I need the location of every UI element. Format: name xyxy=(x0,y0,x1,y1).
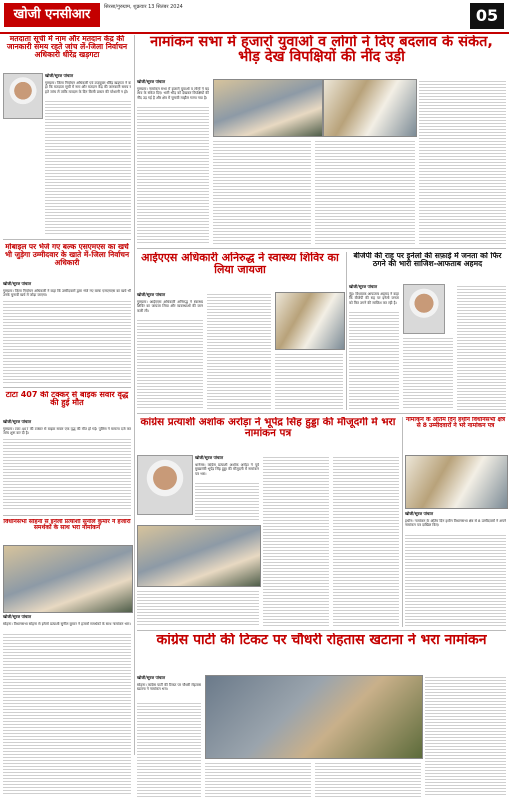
newspaper-logo: खोजी एनसीआर xyxy=(4,3,100,27)
article-body-col2 xyxy=(205,761,311,797)
byline: खोजी/सूरज पांचाल xyxy=(3,281,32,286)
date-line: सिरसा/गुरुग्राम, शुक्रवार 13 सितंबर 2024 xyxy=(104,4,183,10)
photo-aftab-ahmed xyxy=(403,284,445,334)
article-body-col4 xyxy=(419,79,506,245)
photo-khatana-nomination xyxy=(205,675,423,759)
article-tata-accident xyxy=(3,391,131,511)
byline: खोजी/सूरज पांचाल xyxy=(45,73,74,78)
byline: खोजी/सूरज पांचाल xyxy=(3,419,32,424)
article-body: गुरुग्राम। आईएएस अधिकारी अनिरुद्ध ने स्वास्थ्य शिविर का जायजा लिया और व्यवस्थाओं की जानकारी ली। xyxy=(137,300,203,410)
article-inld-sohna xyxy=(3,519,131,795)
headline: कांग्रेस पार्टी की टिकट पर चौधरी रोहतास खटाना ने भरा नामांकन xyxy=(156,633,487,648)
byline: खोजी/सूरज पांचाल xyxy=(349,284,378,289)
headline: मतदाता सूची में नाम और मतदान केंद्र की जानकारी समय रहते जांच लें-जिला निर्वाचन अधिकारी धीरेंद्र खड़गटा xyxy=(6,35,128,59)
article-body-col4 xyxy=(137,589,259,627)
byline: खोजी/सूरज पांचाल xyxy=(3,614,32,619)
photo-nomination-crowd xyxy=(3,545,133,613)
byline: खोजी/सूरज पांचाल xyxy=(137,292,166,297)
column-divider xyxy=(134,35,135,755)
headline: कांग्रेस प्रत्याशी अशोक अरोड़ा ने भूपेंद्र सिंह हुड्डा की मौजूदगी में भरा नामांकन पत्र xyxy=(140,417,396,439)
headline: टाटा 407 की टक्कर से बाइक सवार वृद्ध की हुई मौत xyxy=(5,391,129,408)
page-number: 05 xyxy=(470,3,504,29)
article-body-col2 xyxy=(213,139,311,245)
article-nomination-rally xyxy=(137,35,506,245)
masthead xyxy=(0,0,509,34)
divider xyxy=(3,387,131,388)
photo-rally-stage xyxy=(213,79,323,137)
article-body-col3 xyxy=(315,139,415,245)
headline: मोबाइल पर भेजे गए बल्क एसएमएस का खर्च भी जुड़ेगा उम्मीदवार के खाते में-जिला निर्वाचन अधिकारी xyxy=(4,243,130,267)
headline: नामांकन के अंतिम दिन हथीन विधानसभा क्षेत्र से 8 उम्मीदवारों ने भरे नामांकन पत्र xyxy=(405,417,506,430)
article-body-col2 xyxy=(207,292,271,410)
photo-official xyxy=(3,73,43,119)
divider xyxy=(137,248,506,249)
divider xyxy=(402,417,403,627)
headline: विधानसभा सोहना से इनेलो प्रत्याशी सुनील कुमार ने हजारों समर्थकों के साथ भरा नामांकन xyxy=(3,519,131,532)
article-body: थानेसर। कांग्रेस प्रत्याशी अशोक अरोड़ा ने पूर्व मुख्यमंत्री भूपेंद्र सिंह हुड्डा की मौजूदगी में नामांकन पत्र भरा। xyxy=(195,463,259,521)
article-body: हथीन। नामांकन के अंतिम दिन हथीन विधानसभा क्षेत्र से 8 उम्मीदवारों ने अपने नामांकन पत्र दाखिल किए। xyxy=(405,519,506,627)
article-bulk-sms xyxy=(3,243,131,383)
article-body-col3 xyxy=(457,284,506,410)
byline: खोजी/सूरज पांचाल xyxy=(195,455,224,460)
article-voter-list xyxy=(3,35,131,235)
article-body: गुरुग्राम। जिला निर्वाचन अधिकारी एवं उपायुक्त धीरेंद्र खड़गटा ने कहा कि मतदाता सूची में नाम और मतदान केंद्र की जानकारी समय रहते जांच लें ताकि मतदान के दिन किसी प्रकार की परेशानी न हो। xyxy=(45,81,131,235)
byline: खोजी/सूरज पांचाल xyxy=(405,511,434,516)
divider xyxy=(346,252,347,410)
article-body: नूंह। विधायक आफताब अहमद ने कहा कि बीजेपी की राह पर इनेलो जनता को फिर ठगने की साजिश कर रही है। xyxy=(349,292,399,410)
divider xyxy=(137,630,506,631)
photo-health-camp xyxy=(275,292,345,350)
headline: आईएएस अधिकारी अनिरुद्ध ने स्वास्थ्य शिविर का लिया जायजा xyxy=(141,252,339,276)
photo-hathin xyxy=(405,455,508,509)
divider xyxy=(137,413,506,414)
article-body: गुरुग्राम। नामांकन सभा में हजारों युवाओं व लोगों ने बदलाव के संकेत दिए। भारी भीड़ को देखकर विपक्षियों की नींद उड़ गई है और क्षेत्र में चुनावी माहौल गरमा गया है। xyxy=(137,87,209,245)
article-body: गुरुग्राम। टाटा 407 की टक्कर से बाइक सवार एक वृद्ध की मौत हो गई। पुलिस ने मामला दर्ज कर जांच शुरू कर दी है। xyxy=(3,427,131,511)
article-body-col4 xyxy=(425,675,506,797)
article-health-camp xyxy=(137,252,343,410)
article-body: सोहना। कांग्रेस पार्टी की टिकट पर चौधरी रोहतास खटाना ने नामांकन भरा। xyxy=(137,683,201,797)
divider xyxy=(3,515,131,516)
photo-candidate xyxy=(137,455,193,515)
article-ashok-arora xyxy=(137,417,399,627)
photo-hooda-nomination xyxy=(137,525,261,587)
article-aftab-ahmed xyxy=(349,252,506,410)
article-hathin-nominations xyxy=(405,417,506,627)
article-body-col2 xyxy=(403,336,453,410)
article-body-col3 xyxy=(333,455,399,627)
headline: नामांकन सभा में हजारों युवाओं व लोगों ने दिए बदलाव के संकेत, भीड़ देख विपक्षियों की नींद उड़ी xyxy=(150,35,493,66)
article-body-col3 xyxy=(315,761,421,797)
article-body: गुरुग्राम। जिला निर्वाचन अधिकारी ने कहा कि उम्मीदवारों द्वारा भेजे गए बल्क एसएमएस का खर्च भी उनके चुनावी खर्च में जोड़ा जाएगा। xyxy=(3,289,131,383)
byline: खोजी/सूरज पांचाल xyxy=(137,79,166,84)
article-body-col3 xyxy=(275,352,343,410)
article-body: सोहना। विधानसभा सोहना से इनेलो प्रत्याशी सुनील कुमार ने हजारों समर्थकों के साथ नामांकन भरा। xyxy=(3,622,131,795)
photo-rally-crowd xyxy=(323,79,417,137)
article-body-col2 xyxy=(263,455,329,627)
byline: खोजी/सूरज पांचाल xyxy=(137,675,166,680)
headline: बीजेपी की राह पर इनेलो की सफ़ाई में जनता को फिर ठगने की भारी साजिश-आफताब अहमद xyxy=(353,252,502,268)
divider xyxy=(3,239,131,240)
article-rohtas-khatana xyxy=(137,633,506,797)
